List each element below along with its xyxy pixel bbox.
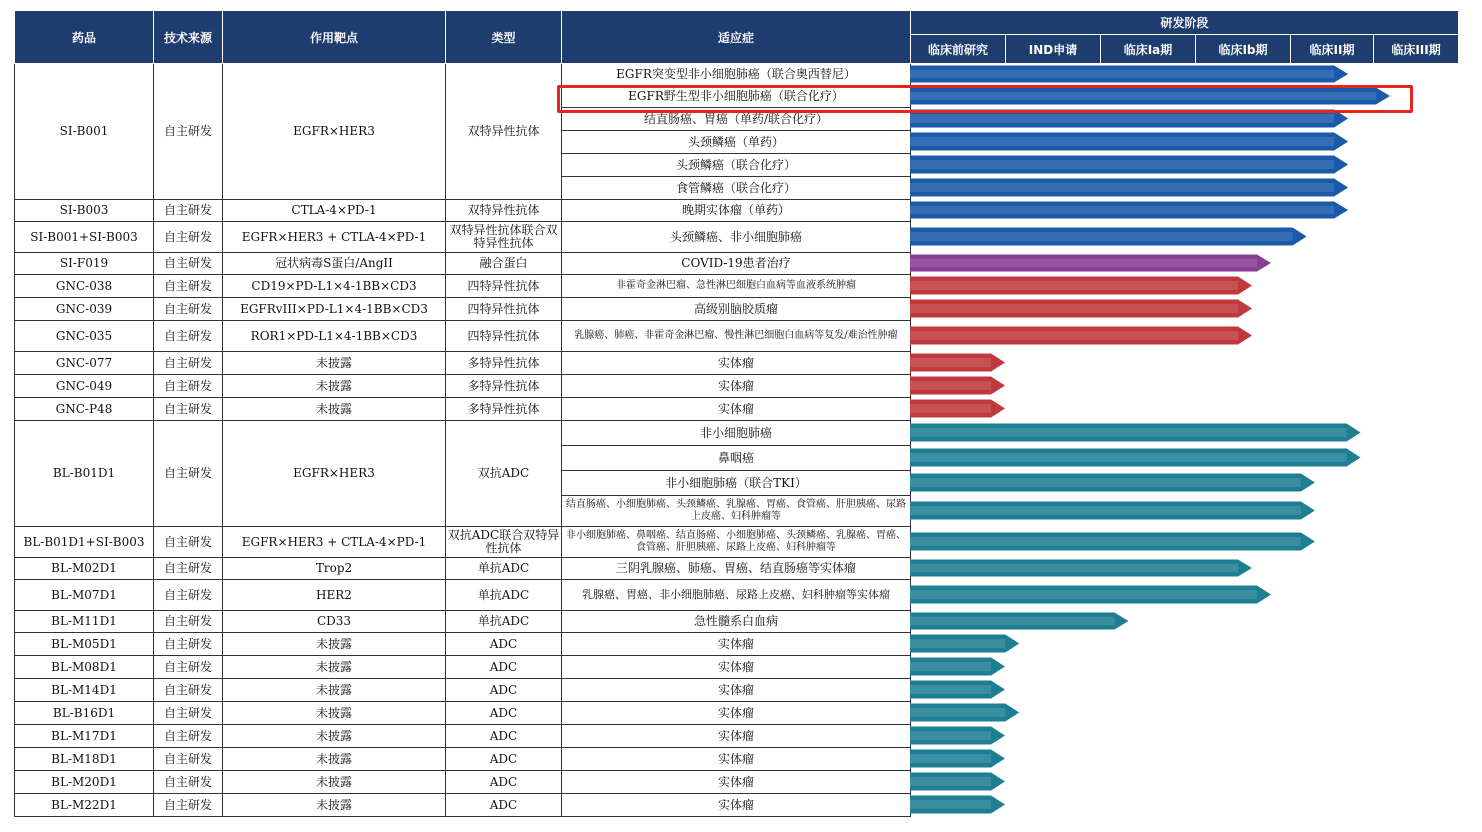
indication-cell: 非小细胞肺癌（联合TKI） [562,471,911,496]
table-row [15,527,1459,558]
target-cell: CTLA-4×PD-1 [223,200,446,222]
header-stage-ind: IND申请 [1006,35,1101,64]
type-cell: ADC [446,679,562,702]
header-stage-phase-3: 临床III期 [1374,35,1459,64]
type-cell: 单抗ADC [446,611,562,633]
target-cell: ROR1×PD-L1×4-1BB×CD3 [223,321,446,352]
table-row [15,794,1459,817]
source-cell: 自主研发 [154,222,223,253]
table-body [15,64,1459,817]
source-cell: 自主研发 [154,771,223,794]
header-stage-phase-1a: 临床Ia期 [1101,35,1196,64]
table-row [15,558,1459,580]
source-cell: 自主研发 [154,702,223,725]
type-cell: 单抗ADC [446,580,562,611]
source-cell: 自主研发 [154,375,223,398]
indication-cell: 非霍奇金淋巴瘤、急性淋巴细胞白血病等血液系统肿瘤 [562,275,911,298]
drug-name-cell: BL-M08D1 [15,656,154,679]
header-stage-group: 研发阶段 [911,11,1459,35]
indication-cell: 实体瘤 [562,748,911,771]
indication-cell: 头颈鳞癌、非小细胞肺癌 [562,222,911,253]
stage-cell [911,679,1459,702]
table-row [15,321,1459,352]
stage-cell [911,794,1459,817]
target-cell: 未披露 [223,794,446,817]
drug-name-cell: BL-M02D1 [15,558,154,580]
drug-name-cell: BL-M07D1 [15,580,154,611]
target-cell: 未披露 [223,679,446,702]
type-cell: 单抗ADC [446,558,562,580]
table-row [15,580,1459,611]
indication-cell: 急性髓系白血病 [562,611,911,633]
table-header [15,11,1459,64]
stage-cell [911,352,1459,375]
drug-name-cell: BL-M18D1 [15,748,154,771]
drug-name-cell: BL-M14D1 [15,679,154,702]
drug-name-cell: BL-M22D1 [15,794,154,817]
source-cell: 自主研发 [154,794,223,817]
header-stage-phase-2: 临床II期 [1291,35,1374,64]
target-cell: CD33 [223,611,446,633]
type-cell: 双特异性抗体 [446,200,562,222]
type-cell: 双抗ADC [446,421,562,527]
drug-name-cell: GNC-038 [15,275,154,298]
stage-cell [911,154,1459,177]
drug-name-cell: BL-M05D1 [15,633,154,656]
stage-cell [911,321,1459,352]
stage-cell [911,725,1459,748]
drug-name-cell: BL-B16D1 [15,702,154,725]
type-cell: ADC [446,656,562,679]
table-row [15,679,1459,702]
source-cell: 自主研发 [154,421,223,527]
stage-cell [911,702,1459,725]
target-cell: 未披露 [223,398,446,421]
source-cell: 自主研发 [154,275,223,298]
header-target: 作用靶点 [223,11,446,64]
stage-cell [911,177,1459,200]
target-cell: 冠状病毒S蛋白/AngII [223,253,446,275]
stage-cell [911,527,1459,558]
table-row [15,298,1459,321]
indication-cell: 实体瘤 [562,771,911,794]
source-cell: 自主研发 [154,200,223,222]
type-cell: ADC [446,633,562,656]
type-cell: ADC [446,702,562,725]
stage-cell [911,253,1459,275]
indication-cell: 乳腺癌、胃癌、非小细胞肺癌、尿路上皮癌、妇科肿瘤等实体瘤 [562,580,911,611]
table-row [15,771,1459,794]
drug-name-cell: GNC-035 [15,321,154,352]
stage-cell [911,200,1459,222]
indication-cell: 头颈鳞癌（联合化疗） [562,154,911,177]
source-cell: 自主研发 [154,679,223,702]
drug-name-cell: BL-B01D1+SI-B003 [15,527,154,558]
type-cell: 多特异性抗体 [446,375,562,398]
drug-name-cell: SI-F019 [15,253,154,275]
target-cell: Trop2 [223,558,446,580]
header-drug: 药品 [15,11,154,64]
stage-cell [911,496,1459,527]
stage-cell [911,558,1459,580]
target-cell: 未披露 [223,352,446,375]
stage-cell [911,471,1459,496]
type-cell: ADC [446,771,562,794]
stage-cell [911,771,1459,794]
indication-cell: 实体瘤 [562,633,911,656]
table-row [15,748,1459,771]
source-cell: 自主研发 [154,633,223,656]
type-cell: 双特异性抗体 [446,64,562,200]
table-row [15,633,1459,656]
header-indication: 适应症 [562,11,911,64]
target-cell: 未披露 [223,725,446,748]
source-cell: 自主研发 [154,580,223,611]
table-row [15,611,1459,633]
source-cell: 自主研发 [154,656,223,679]
header-stage-preclinical: 临床前研究 [911,35,1006,64]
indication-cell: EGFR野生型非小细胞肺癌（联合化疗） [562,86,911,108]
table-row [15,656,1459,679]
target-cell: 未披露 [223,748,446,771]
indication-cell: 实体瘤 [562,352,911,375]
source-cell: 自主研发 [154,527,223,558]
type-cell: 四特异性抗体 [446,298,562,321]
type-cell: 四特异性抗体 [446,321,562,352]
source-cell: 自主研发 [154,64,223,200]
source-cell: 自主研发 [154,352,223,375]
stage-cell [911,298,1459,321]
type-cell: 四特异性抗体 [446,275,562,298]
type-cell: ADC [446,794,562,817]
stage-cell [911,222,1459,253]
indication-cell: 结直肠癌、胃癌（单药/联合化疗） [562,108,911,131]
indication-cell: 乳腺癌、肺癌、非霍奇金淋巴瘤、慢性淋巴细胞白血病等复发/难治性肿瘤 [562,321,911,352]
source-cell: 自主研发 [154,611,223,633]
target-cell: EGFR×HER3 [223,421,446,527]
stage-cell [911,421,1459,446]
target-cell: EGFRvIII×PD-L1×4-1BB×CD3 [223,298,446,321]
drug-name-cell: BL-M20D1 [15,771,154,794]
highlight-box [557,85,1413,113]
drug-name-cell: SI-B001+SI-B003 [15,222,154,253]
header-stage-phase-1b: 临床Ib期 [1196,35,1291,64]
indication-cell: 三阴乳腺癌、肺癌、胃癌、结直肠癌等实体瘤 [562,558,911,580]
drug-name-cell: GNC-039 [15,298,154,321]
target-cell: EGFR×HER3 + CTLA-4×PD-1 [223,527,446,558]
type-cell: 多特异性抗体 [446,398,562,421]
indication-cell: 实体瘤 [562,656,911,679]
indication-cell: 晚期实体瘤（单药） [562,200,911,222]
drug-name-cell: GNC-049 [15,375,154,398]
source-cell: 自主研发 [154,298,223,321]
type-cell: ADC [446,748,562,771]
stage-cell [911,375,1459,398]
target-cell: 未披露 [223,702,446,725]
target-cell: CD19×PD-L1×4-1BB×CD3 [223,275,446,298]
indication-cell: 头颈鳞癌（单药） [562,131,911,154]
table-row [15,200,1459,222]
table-row [15,253,1459,275]
target-cell: HER2 [223,580,446,611]
source-cell: 自主研发 [154,725,223,748]
table-row [15,222,1459,253]
drug-name-cell: SI-B001 [15,64,154,200]
drug-name-cell: BL-M11D1 [15,611,154,633]
stage-cell [911,398,1459,421]
stage-cell [911,580,1459,611]
drug-name-cell: BL-M17D1 [15,725,154,748]
stage-cell [911,275,1459,298]
table-row [15,421,1459,446]
indication-cell: 结直肠癌、小细胞肺癌、头颈鳞癌、乳腺癌、胃癌、食管癌、肝胆胰癌、尿路上皮癌、妇科肿瘤等 [562,496,911,527]
table-row [15,398,1459,421]
target-cell: EGFR×HER3 [223,64,446,200]
drug-name-cell: GNC-P48 [15,398,154,421]
target-cell: EGFR×HER3 + CTLA-4×PD-1 [223,222,446,253]
stage-cell [911,633,1459,656]
indication-cell: 食管鳞癌（联合化疗） [562,177,911,200]
indication-cell: 实体瘤 [562,702,911,725]
source-cell: 自主研发 [154,748,223,771]
drug-name-cell: GNC-077 [15,352,154,375]
indication-cell: 实体瘤 [562,794,911,817]
indication-cell: 鼻咽癌 [562,446,911,471]
table-row [15,64,1459,86]
indication-cell: 非小细胞肺癌 [562,421,911,446]
indication-cell: EGFR突变型非小细胞肺癌（联合奥西替尼） [562,64,911,86]
indication-cell: 高级别脑胶质瘤 [562,298,911,321]
stage-cell [911,656,1459,679]
indication-cell: COVID-19患者治疗 [562,253,911,275]
table-row [15,725,1459,748]
stage-cell [911,131,1459,154]
source-cell: 自主研发 [154,558,223,580]
indication-cell: 实体瘤 [562,679,911,702]
indication-cell: 实体瘤 [562,375,911,398]
pipeline-table [14,10,1459,817]
table-row [15,375,1459,398]
drug-name-cell: SI-B003 [15,200,154,222]
type-cell: 多特异性抗体 [446,352,562,375]
type-cell: 双抗ADC联合双特异性抗体 [446,527,562,558]
target-cell: 未披露 [223,375,446,398]
type-cell: ADC [446,725,562,748]
source-cell: 自主研发 [154,253,223,275]
table-row [15,275,1459,298]
table-row [15,352,1459,375]
stage-cell [911,64,1459,86]
indication-cell: 实体瘤 [562,725,911,748]
indication-cell: 非小细胞肺癌、鼻咽癌、结直肠癌、小细胞肺癌、头颈鳞癌、乳腺癌、胃癌、食管癌、肝胆胰癌、尿路上皮癌、妇科肿瘤等 [562,527,911,558]
table-row [15,702,1459,725]
source-cell: 自主研发 [154,398,223,421]
target-cell: 未披露 [223,656,446,679]
target-cell: 未披露 [223,771,446,794]
type-cell: 融合蛋白 [446,253,562,275]
type-cell: 双特异性抗体联合双特异性抗体 [446,222,562,253]
header-type: 类型 [446,11,562,64]
source-cell: 自主研发 [154,321,223,352]
header-source: 技术来源 [154,11,223,64]
indication-cell: 实体瘤 [562,398,911,421]
stage-cell [911,611,1459,633]
target-cell: 未披露 [223,633,446,656]
stage-cell [911,748,1459,771]
drug-name-cell: BL-B01D1 [15,421,154,527]
stage-cell [911,446,1459,471]
